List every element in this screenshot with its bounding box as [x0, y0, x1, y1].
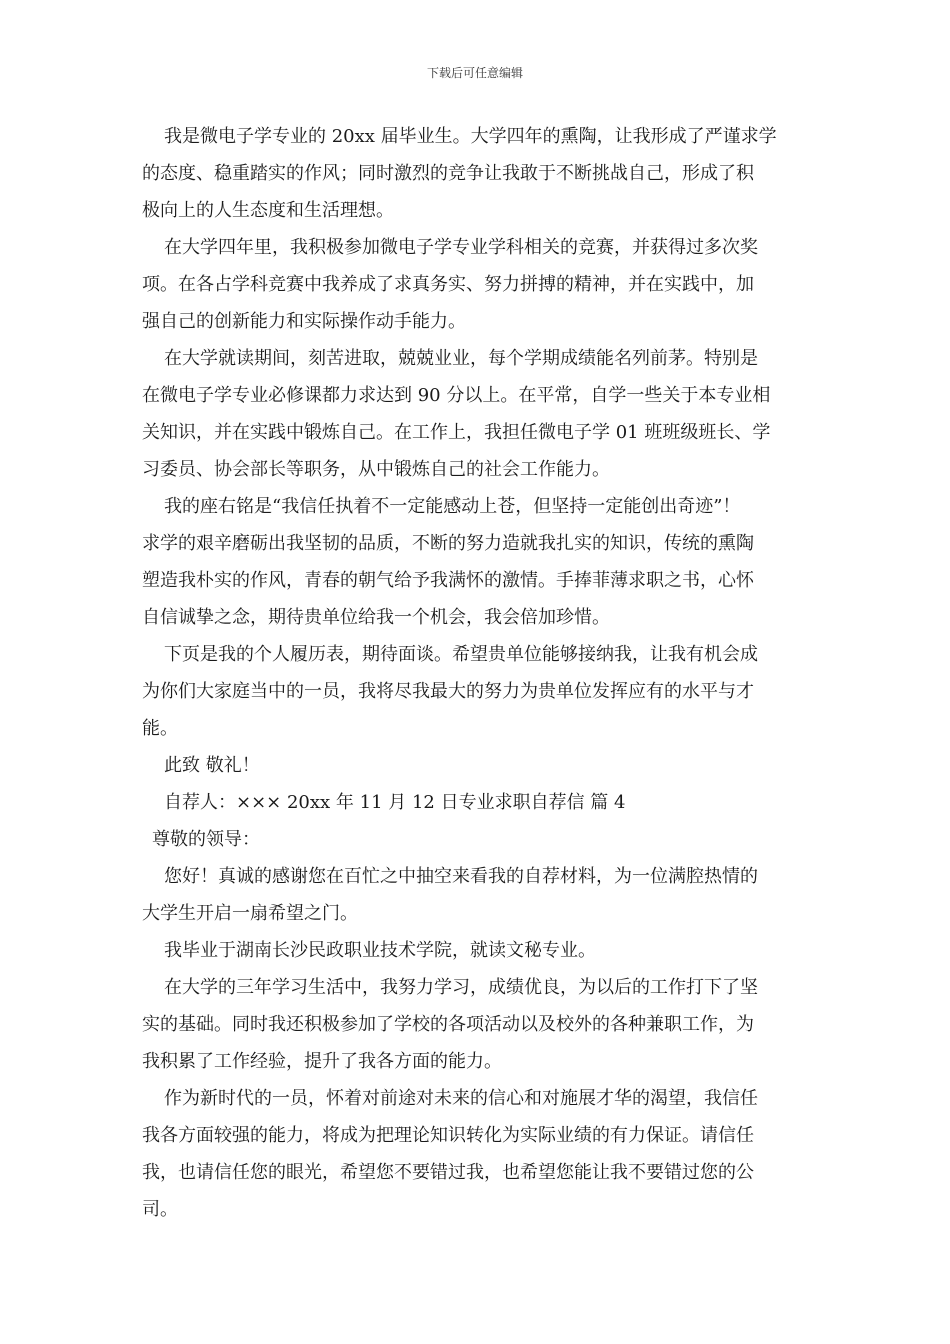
- text-line: 关知识，并在实践中锻炼自己。在工作上，我担任微电子学 01 班班级班长、学: [142, 422, 771, 443]
- text-line: 大学生开启一扇希望之门。: [142, 903, 358, 924]
- text-line: 自荐人：××× 20xx 年 11 月 12 日专业求职自荐信 篇 4: [164, 792, 626, 813]
- text-line: 我的座右铭是“我信任执着不一定能感动上苍，但坚持一定能创出奇迹”！: [164, 496, 741, 517]
- text-line: 作为新时代的一员，怀着对前途对未来的信心和对施展才华的渴望，我信任: [164, 1088, 758, 1109]
- text-line: 项。在各占学科竞赛中我养成了求真务实、努力拼搏的精神，并在实践中，加: [142, 274, 754, 295]
- text-line: 为你们大家庭当中的一员，我将尽我最大的努力为贵单位发挥应有的水平与才: [142, 681, 754, 702]
- text-line: 实的基础。同时我还积极参加了学校的各项活动以及校外的各种兼职工作，为: [142, 1014, 754, 1035]
- text-line: 我积累了工作经验，提升了我各方面的能力。: [142, 1051, 502, 1072]
- text-line: 在微电子学专业必修课都力求达到 90 分以上。在平常，自学一些关于本专业相: [142, 385, 771, 406]
- text-line: 司。: [142, 1199, 178, 1220]
- text-line: 尊敬的领导：: [152, 829, 260, 850]
- document-body: [142, 118, 810, 1228]
- text-line: 的态度、稳重踏实的作风；同时激烈的竞争让我敢于不断挑战自己，形成了积: [142, 163, 754, 184]
- text-line: 您好！真诚的感谢您在百忙之中抽空来看我的自荐材料，为一位满腔热情的: [164, 866, 758, 887]
- text-line: 我是微电子学专业的 20xx 届毕业生。大学四年的熏陶，让我形成了严谨求学: [164, 126, 777, 147]
- text-line: 塑造我朴实的作风，青春的朝气给予我满怀的激情。手捧菲薄求职之书，心怀: [142, 570, 754, 591]
- page-header: 下载后可任意编辑: [426, 66, 523, 80]
- text-line: 在大学四年里，我积极参加微电子学专业学科相关的竞赛，并获得过多次奖: [164, 237, 758, 258]
- text-line: 下页是我的个人履历表，期待面谈。希望贵单位能够接纳我，让我有机会成: [164, 644, 758, 665]
- text-line: 求学的艰辛磨砺出我坚韧的品质，不断的努力造就我扎实的知识，传统的熏陶: [142, 533, 754, 554]
- text-line: 我各方面较强的能力，将成为把理论知识转化为实际业绩的有力保证。请信任: [142, 1125, 754, 1146]
- text-line: 我毕业于湖南长沙民政职业技术学院，就读文秘专业。: [164, 940, 596, 961]
- text-line: 在大学就读期间，刻苦进取，兢兢业业，每个学期成绩能名列前茅。特别是: [164, 348, 758, 369]
- text-line: 自信诚挚之念，期待贵单位给我一个机会，我会倍加珍惜。: [142, 607, 610, 628]
- text-line: 习委员、协会部长等职务，从中锻炼自己的社会工作能力。: [142, 459, 610, 480]
- text-line: 极向上的人生态度和生活理想。: [142, 200, 394, 221]
- text-line: 在大学的三年学习生活中，我努力学习，成绩优良，为以后的工作打下了坚: [164, 977, 758, 998]
- text-line: 能。: [142, 718, 178, 739]
- text-line: 我，也请信任您的眼光，希望您不要错过我，也希望您能让我不要错过您的公: [142, 1162, 754, 1183]
- text-line: 此致 敬礼！: [164, 755, 260, 776]
- text-line: 强自己的创新能力和实际操作动手能力。: [142, 311, 466, 332]
